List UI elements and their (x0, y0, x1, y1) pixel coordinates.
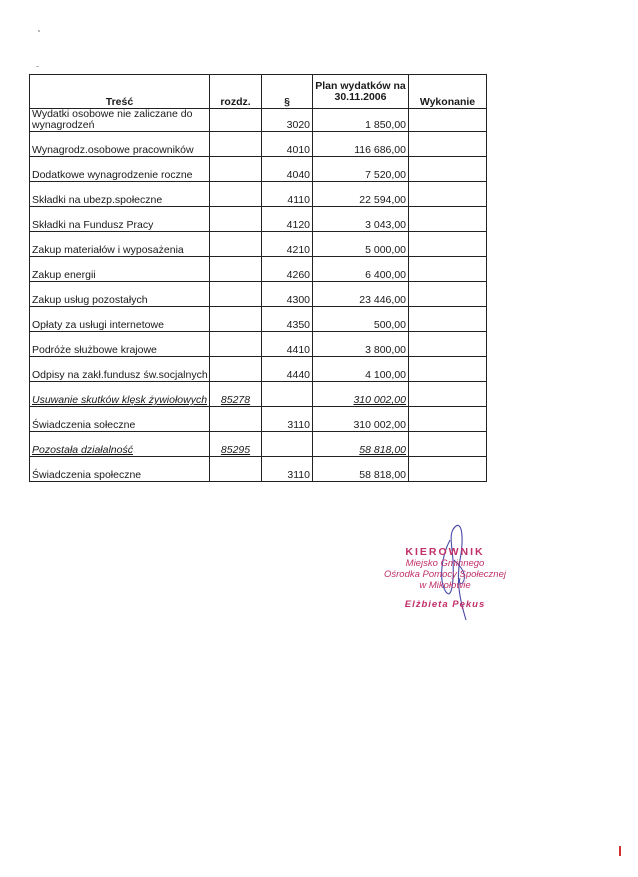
stamp-name: Elżbieta Pękus (404, 599, 486, 610)
row-plan-amount: 500,00 (313, 307, 409, 332)
red-mark (619, 846, 621, 856)
table-row (30, 157, 487, 182)
row-wykonanie (409, 257, 487, 282)
row-paragraph: 4120 (262, 207, 313, 232)
row-wykonanie (409, 157, 487, 182)
budget-table (29, 74, 487, 482)
row-plan-amount: 116 686,00 (313, 132, 409, 157)
row-description: Zakup energii (30, 257, 210, 282)
row-paragraph: 4040 (262, 157, 313, 182)
row-wykonanie (409, 332, 487, 357)
row-wykonanie (409, 282, 487, 307)
row-wykonanie (409, 232, 487, 257)
table-row (30, 109, 487, 132)
row-paragraph: 4300 (262, 282, 313, 307)
header-paragraph: § (262, 75, 313, 109)
scan-speck (38, 30, 40, 32)
row-rozdzial (210, 407, 262, 432)
table-row (30, 182, 487, 207)
row-description: Świadczenia społeczne (30, 457, 210, 482)
row-plan-amount: 310 002,00 (313, 407, 409, 432)
row-paragraph: 4210 (262, 232, 313, 257)
row-description: Podróże służbowe krajowe (30, 332, 210, 357)
row-wykonanie (409, 432, 487, 457)
row-paragraph: 4410 (262, 332, 313, 357)
table-row (30, 407, 487, 432)
row-plan-amount: 6 400,00 (313, 257, 409, 282)
row-description: Wynagrodz.osobowe pracowników (30, 132, 210, 157)
table-row (30, 257, 487, 282)
header-tresc: Treść (30, 75, 210, 109)
official-stamp (370, 546, 520, 610)
row-wykonanie (409, 132, 487, 157)
row-rozdzial: 85295 (210, 432, 262, 457)
row-paragraph: 3020 (262, 109, 313, 132)
table-row (30, 207, 487, 232)
row-wykonanie (409, 382, 487, 407)
row-paragraph: 3110 (262, 407, 313, 432)
table-row (30, 332, 487, 357)
row-rozdzial (210, 332, 262, 357)
row-description: Świadczenia sołeczne (30, 407, 210, 432)
row-description: Odpisy na zakł.fundusz św.socjalnych (30, 357, 210, 382)
section-row (30, 382, 487, 407)
row-description: Składki na Fundusz Pracy (30, 207, 210, 232)
row-plan-amount: 310 002,00 (313, 382, 409, 407)
row-plan-amount: 58 818,00 (313, 457, 409, 482)
row-plan-amount: 3 043,00 (313, 207, 409, 232)
table-row (30, 457, 487, 482)
row-wykonanie (409, 109, 487, 132)
row-rozdzial (210, 157, 262, 182)
row-rozdzial (210, 207, 262, 232)
row-description: Składki na ubezp.społeczne (30, 182, 210, 207)
row-paragraph: 4110 (262, 182, 313, 207)
row-rozdzial (210, 109, 262, 132)
table-row (30, 307, 487, 332)
row-description: Zakup usług pozostałych (30, 282, 210, 307)
table-row (30, 232, 487, 257)
row-wykonanie (409, 307, 487, 332)
row-plan-amount: 23 446,00 (313, 282, 409, 307)
row-paragraph: 4010 (262, 132, 313, 157)
scan-speck (36, 66, 39, 67)
header-rozdz: rozdz. (210, 75, 262, 109)
table-row (30, 132, 487, 157)
row-rozdzial: 85278 (210, 382, 262, 407)
row-description: Usuwanie skutków klęsk żywiołowych (30, 382, 210, 407)
row-wykonanie (409, 457, 487, 482)
row-rozdzial (210, 132, 262, 157)
row-plan-amount: 5 000,00 (313, 232, 409, 257)
row-plan-amount: 4 100,00 (313, 357, 409, 382)
stamp-line-3: w Mikołowie (419, 580, 471, 591)
row-rozdzial (210, 307, 262, 332)
row-paragraph (262, 432, 313, 457)
row-rozdzial (210, 257, 262, 282)
row-rozdzial (210, 282, 262, 307)
table-row (30, 282, 487, 307)
row-rozdzial (210, 182, 262, 207)
table-body (30, 109, 487, 482)
row-paragraph: 4260 (262, 257, 313, 282)
row-rozdzial (210, 232, 262, 257)
row-paragraph (262, 382, 313, 407)
table-row (30, 357, 487, 382)
row-wykonanie (409, 407, 487, 432)
row-description: Wydatki osobowe nie zaliczane do wynagrodzeń (30, 109, 210, 132)
row-paragraph: 3110 (262, 457, 313, 482)
row-plan-amount: 3 800,00 (313, 332, 409, 357)
header-wykonanie: Wykonanie (409, 75, 487, 109)
table-header-row (30, 75, 487, 109)
row-plan-amount: 1 850,00 (313, 109, 409, 132)
stamp-line-2: Ośrodka Pomocy Społecznej (384, 569, 506, 580)
row-wykonanie (409, 357, 487, 382)
header-plan: Plan wydatków na 30.11.2006 (313, 75, 409, 109)
stamp-line-1: Miejsko Gminnego (405, 558, 485, 569)
row-paragraph: 4440 (262, 357, 313, 382)
row-plan-amount: 7 520,00 (313, 157, 409, 182)
section-row (30, 432, 487, 457)
row-wykonanie (409, 207, 487, 232)
row-plan-amount: 22 594,00 (313, 182, 409, 207)
row-paragraph: 4350 (262, 307, 313, 332)
row-description: Dodatkowe wynagrodzenie roczne (30, 157, 210, 182)
row-plan-amount: 58 818,00 (313, 432, 409, 457)
row-description: Zakup materiałów i wyposażenia (30, 232, 210, 257)
row-wykonanie (409, 182, 487, 207)
row-rozdzial (210, 357, 262, 382)
row-description: Opłaty za usługi internetowe (30, 307, 210, 332)
row-description: Pozostała działalność (30, 432, 210, 457)
row-rozdzial (210, 457, 262, 482)
stamp-title: KIEROWNIK (405, 546, 485, 558)
